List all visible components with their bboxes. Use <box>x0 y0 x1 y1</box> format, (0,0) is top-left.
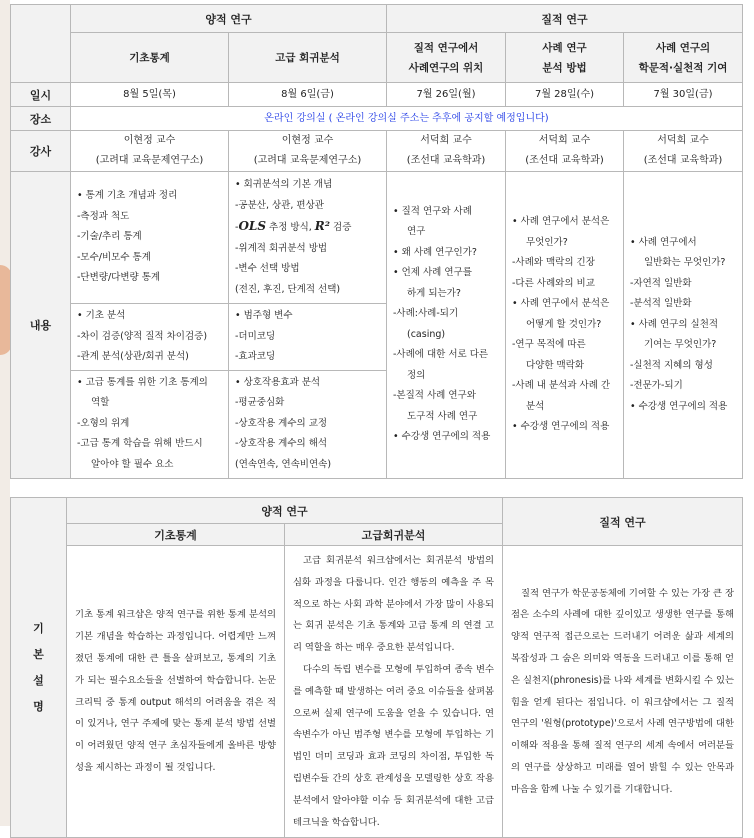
content-qual1: • 질적 연구와 사례 연구 • 왜 사례 연구인가? • 언제 사례 연구를 하게 되는가? -사례:사례-되기 (casing) -사례에 대한 서로 다른 정의 -본질적 사례 연구와 도구적 사례 연구 • 수강생 연구에의 적용 <box>387 172 506 479</box>
lecturer-qual3: 서덕희 교수 (조선대 교육학과) <box>624 131 743 172</box>
group-header-quant: 양적 연구 <box>71 5 387 33</box>
row-label-place: 장소 <box>11 107 71 131</box>
content-advanced-2: • 범주형 변수 -더미코딩 -효과코딩 <box>229 304 387 371</box>
lecturer-advanced: 이현정 교수 (고려대 교육문제연구소) <box>229 131 387 172</box>
date-qual3: 7월 30일(금) <box>624 83 743 107</box>
session-title-qual1: 질적 연구에서 사례연구의 위치 <box>387 33 506 83</box>
session-title-qual3: 사례 연구의 학문적·실천적 기여 <box>624 33 743 83</box>
schedule-table <box>10 4 743 479</box>
date-advanced: 8월 6일(금) <box>229 83 387 107</box>
row-label-lecturer: 강사 <box>11 131 71 172</box>
desc-col-basic: 기초통계 <box>67 524 285 546</box>
desc-advanced-text: 고급 회귀분석 워크샵에서는 회귀분석 방법의 심화 과정을 다룹니다. 인간 행동의 예측을 주 목적으로 하는 사회 과학 분야에서 가장 많이 사용되는 회귀 분석은 기초 통계와 고급 통계 의 연결 고리 역할을 하는 매우 중요한 분석입니다. 다수의 독립 변수를 모형에 투입하여 종속 변수를 예측할 때 발생하는 여러 중요 이슈들을 살펴봄으로써 실제 연구에 도움을 얻을 수 있습니다. 연속변수가 아닌 범주형 변수를 모형에 투입하는 기법인 더미 코딩과 효과 코딩의 차이점, 투입한 독립변수들 간의 상호 관계성을 모델링한 상호 작용 분석에서 알아야할 이슈 등 회귀분석에 대한 고급 테크닉을 학습합니다. <box>285 546 503 838</box>
desc-col-advanced: 고급회귀분석 <box>285 524 503 546</box>
left-background-strip <box>0 0 10 826</box>
lecturer-qual1: 서덕희 교수 (조선대 교육학과) <box>387 131 506 172</box>
session-title-qual2: 사례 연구 분석 방법 <box>506 33 624 83</box>
content-basic-1: • 통계 기초 개념과 정리 -측정과 척도 -기술/추리 통계 -모수/비모수 통계 -단변량/다변량 통계 <box>71 172 229 304</box>
description-side-label: 기 본 설 명 <box>11 498 67 838</box>
row-label-date: 일시 <box>11 83 71 107</box>
session-title-basic: 기초통계 <box>71 33 229 83</box>
content-advanced-3: • 상호작용효과 분석 -평균중심화 -상호작용 계수의 교정 -상호작용 계수의 해석 (연속연속, 연속비연속) <box>229 370 387 478</box>
desc-col-qual: 질적 연구 <box>503 498 743 546</box>
content-qual2: • 사례 연구에서 분석은 무엇인가? -사례와 맥락의 긴장 -다른 사례와의 비교 • 사례 연구에서 분석은 어떻게 할 것인가? -연구 목적에 따른 다양한 맥락화 -사례 내 분석과 사례 간 분석 • 수강생 연구에의 적용 <box>506 172 624 479</box>
lecturer-basic: 이현정 교수 (고려대 교육문제연구소) <box>71 131 229 172</box>
place-online-classroom: 온라인 강의실 ( 온라인 강의실 주소는 추후에 공지할 예정입니다) <box>71 107 743 131</box>
date-qual1: 7월 26일(월) <box>387 83 506 107</box>
row-label-content: 내용 <box>11 172 71 479</box>
lecturer-qual2: 서덕희 교수 (조선대 교육학과) <box>506 131 624 172</box>
desc-group-quant: 양적 연구 <box>67 498 503 524</box>
desc-basic-text: 기초 통계 워크샵은 양적 연구를 위한 통계 분석의 기본 개념을 학습하는 과정입니다. 어렵게만 느껴졌던 통계에 대한 큰 틀을 살펴보고, 통계의 기초가 되는 필수요소들을 선별하여 학습합니다. 논문 크리틱 중 통계 output 해석의 어려움을 겪은 적이 있거나, 연구 주제에 맞는 통계 분석 방법 선별이 어려웠던 양적 연구 초심자들에게 올바른 방향성을 제시하는 과정이 될 것입니다. <box>67 546 285 838</box>
date-basic: 8월 5일(목) <box>71 83 229 107</box>
content-qual3: • 사례 연구에서 일반화는 무엇인가? -자연적 일반화 -분석적 일반화 • 사례 연구의 실천적 기여는 무엇인가? -실천적 지혜의 형성 -전문가-되기 • 수강생 연구에의 적용 <box>624 172 743 479</box>
description-table <box>10 497 743 838</box>
content-advanced-1: • 회귀분석의 기본 개념 -공분산, 상관, 편상관 -OLS 추정 방식, R² 검증 -위계적 회귀분석 방법 -변수 선택 방법 (전진, 후진, 단계적 선택) <box>229 172 387 304</box>
content-basic-2: • 기초 분석 -차이 검증(양적 질적 차이검증) -관계 분석(상관/회귀 분석) <box>71 304 229 371</box>
content-basic-3: • 고급 통계를 위한 기초 통계의 역할 -오형의 위계 -고급 통계 학습을 위해 반드시 알아야 할 필수 요소 <box>71 370 229 478</box>
corner-cell <box>11 5 71 83</box>
group-header-qual: 질적 연구 <box>387 5 743 33</box>
desc-qual-text: 질적 연구가 학문공동체에 기여할 수 있는 가장 큰 장점은 소수의 사례에 대한 깊이있고 생생한 연구를 통해 양적 연구적 접근으로는 드러내기 어려운 삶과 세계의 복잡성과 그 숨은 의미와 역동을 드러내고 이를 통해 얻은 실천지(phronesis)를 나와 세계를 변화시킬 수 있는 힘을 얻게 된다는 점입니다. 이 워크샵에서는 그 질적 연구의 '원형(prototype)'으로서 사례 연구방법에 대한 이해와 적용을 통해 질적 연구의 세계 속에서 여러분들의 연구를 상상하고 미래를 열어 밝힐 수 있는 안목과 마음을 함께 나눌 수 있기를 기대합니다. <box>503 546 743 838</box>
ols-line: -OLS 추정 방식, R² 검증 <box>235 219 352 233</box>
date-qual2: 7월 28일(수) <box>506 83 624 107</box>
session-title-advanced: 고급 회귀분석 <box>229 33 387 83</box>
